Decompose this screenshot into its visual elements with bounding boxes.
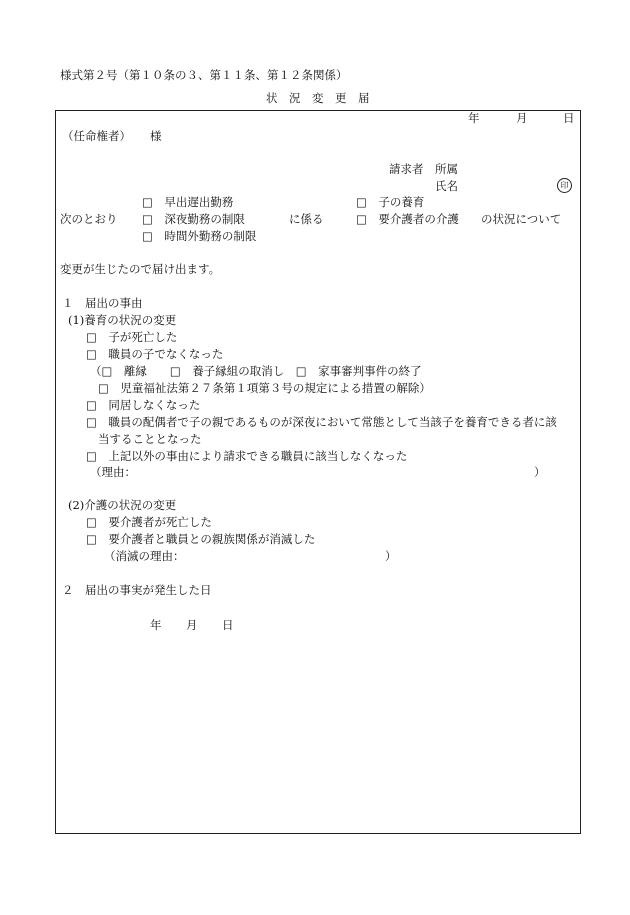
section2-year: 年	[150, 618, 162, 632]
sub1-item-welfare-measure[interactable]: □ 児童福祉法第２７条第１項第３号の規定による措置の解除）	[98, 381, 431, 395]
intro-suffix: の状況について	[481, 212, 562, 226]
requester-name: 氏名	[435, 179, 458, 193]
sub2-reason-close: ）	[385, 549, 397, 563]
statement: 変更が生じたので届け出ます。	[60, 262, 221, 276]
requester-affiliation: 所属	[435, 162, 458, 176]
work-item-early-late[interactable]: □ 早出遅出勤務	[142, 195, 234, 209]
work-item-overtime-limit[interactable]: □ 時間外勤務の制限	[142, 229, 257, 243]
date-month: 月	[516, 111, 528, 125]
sub1-heading: (1)養育の状況の変更	[68, 313, 177, 327]
work-item-night-limit[interactable]: □ 深夜勤務の制限	[142, 212, 245, 226]
section2-heading: ２ 届出の事実が発生した日	[62, 583, 212, 597]
sub1-item-spouse-can-care-cont: 当することとなった	[98, 432, 202, 446]
intro-connector: に係る	[289, 212, 324, 226]
care-item-childcare[interactable]: □ 子の養育	[356, 195, 425, 209]
sub2-heading: (2)介護の状況の変更	[68, 498, 177, 512]
page-title: 状 況 変 更 届	[266, 91, 370, 105]
date-day: 日	[563, 111, 575, 125]
date-year: 年	[468, 111, 480, 125]
sub2-item-care-death[interactable]: □ 要介護者が死亡した	[86, 515, 212, 529]
section2-day: 日	[222, 618, 234, 632]
sub1-item-child-death[interactable]: □ 子が死亡した	[86, 330, 178, 344]
seal-mark: 印	[557, 178, 572, 193]
sub1-item-not-child[interactable]: □ 職員の子でなくなった	[86, 347, 224, 361]
sub1-reason-label: （理由：	[90, 465, 136, 479]
sub1-item-dissolution[interactable]: （□ 離縁 □ 養子縁組の取消し □ 家事審判事件の終了	[90, 364, 422, 378]
section1-heading: １ 届出の事由	[62, 296, 143, 310]
care-item-nursing[interactable]: □ 要介護者の介護	[356, 212, 459, 226]
sub2-item-kinship-ended[interactable]: □ 要介護者と職員との親族関係が消滅した	[86, 532, 316, 546]
form-number: 様式第２号（第１０条の３、第１１条、第１２条関係）	[60, 68, 348, 82]
appointer-label: （任命権者）	[62, 129, 131, 143]
appointer-honorific: 様	[150, 129, 162, 143]
intro-prefix: 次のとおり	[60, 212, 118, 226]
sub2-reason-label: （消滅の理由：	[104, 549, 185, 563]
sub1-item-other-reason[interactable]: □ 上記以外の事由により請求できる職員に該当しなくなった	[86, 449, 408, 463]
sub1-reason-close: ）	[534, 465, 546, 479]
sub1-item-spouse-can-care[interactable]: □ 職員の配偶者で子の親であるものが深夜において常態として当該子を養育できる者に該	[86, 415, 557, 429]
section2-month: 月	[186, 618, 198, 632]
sub1-item-not-cohabiting[interactable]: □ 同居しなくなった	[86, 398, 201, 412]
requester-label: 請求者	[389, 162, 424, 176]
